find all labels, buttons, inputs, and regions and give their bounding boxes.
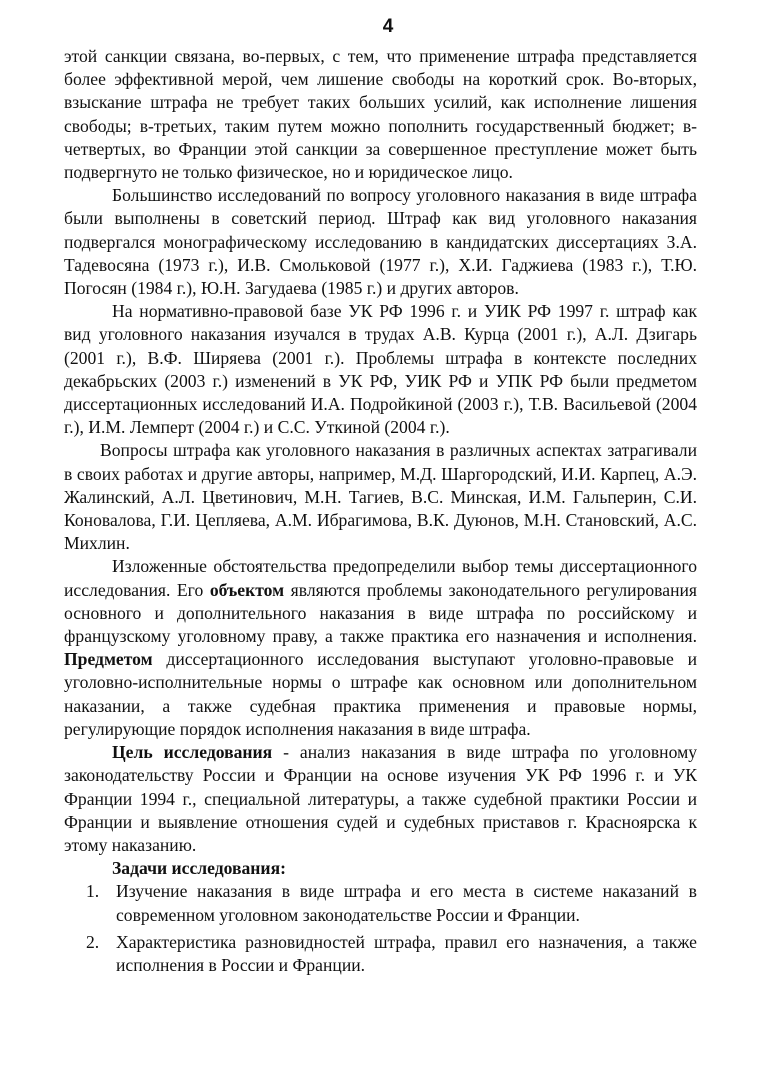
paragraph-other-authors: Вопросы штрафа как уголовного наказания в различных аспектах затрагивали в своих работах и другие авторы, например, М.Д. Шаргородский, И.И. Карпец, А.Э. Жалинский, А.Л. Цветинович, М.Н. Тагиев, В.С. Минская, И.М. Гальперин, С.И. Коновалова, Г.И. Цепляева, А.М. Ибрагимова, В.К. Дуюнов, М.Н. Становский, А.С. Михлин. <box>64 440 697 554</box>
paragraph-sanction-reasons: этой санкции связана, во-первых, с тем, что применение штрафа представляется более эффективной мерой, чем лишение свободы на короткий срок. Во-вторых, взыскание штрафа не требует таких больших усилий, как исполнение лишения свободы; в-третьих, таким путем можно пополнить государственный бюджет; в-четвертых, во Франции этой санкции за совершенное преступление может быть подвергнуто не только физическое, но и юридическое лицо. <box>64 46 697 183</box>
task-item <box>64 880 697 926</box>
paragraph-research-goal <box>64 741 697 857</box>
text-segment: диссертационного исследования выступают уголовно-правовые и уголовно-исполнительные нормы о штрафе как основном или дополнительном наказании, а также судебная практика применения и правовые нормы, регулирующие порядок исполнения наказания в виде штрафа. <box>64 649 697 739</box>
page-number: 4 <box>382 16 394 37</box>
task-text: Характеристика разновидностей штрафа, правил его назначения, а также исполнения в России и Франции. <box>116 931 697 975</box>
document-body <box>64 45 697 977</box>
task-item <box>64 931 697 977</box>
task-text: Изучение наказания в виде штрафа и его места в системе наказаний в современном уголовном законодательстве России и Франции. <box>116 881 697 925</box>
term-object: объектом <box>209 579 285 600</box>
text-segment: являются проблемы законодательного регулирования основного и дополнительного наказания в виде штрафа по российскому и французскому уголовному праву, а также практика его назначения и исполнения. <box>64 579 697 647</box>
text-segment: - анализ наказания в виде штрафа по уголовному законодательству России и Франции на основе изучения УК РФ 1996 г. и УК Франции 1994 г., специальной литературы, а также судебной практики России и Франции и выявление отношения судей и судебных приставов г. Красноярска к этому наказанию. <box>64 742 697 855</box>
task-number: 2. <box>86 931 100 952</box>
tasks-heading: Задачи исследования: <box>112 858 286 879</box>
paragraph-object-subject <box>64 555 697 741</box>
term-subject: Предметом <box>64 649 153 670</box>
paragraph-soviet-research: Большинство исследований по вопросу уголовного наказания в виде штрафа были выполнены в советский период. Штраф как вид уголовного наказания подвергался монографическому исследованию в кандидатских диссертациях З.А. Тадевосяна (1973 г.), И.В. Смольковой (1977 г.), Х.И. Гаджиева (1983 г.), Т.Ю. Погосян (1984 г.), Ю.Н. Загудаева (1985 г.) и других авторов. <box>64 185 697 299</box>
term-research-goal: Цель исследования <box>112 742 273 763</box>
tasks-list <box>64 880 697 977</box>
text-segment: Изложенные обстоятельства предопределили выбор темы диссертационного исследования. Его <box>64 556 697 600</box>
task-number: 1. <box>86 881 100 902</box>
paragraph-modern-research: На нормативно-правовой базе УК РФ 1996 г. и УИК РФ 1997 г. штраф как вид уголовного наказания изучался в трудах А.В. Курца (2001 г.), А.Л. Дзигарь (2001 г.), В.Ф. Ширяева (2001 г.). Проблемы штрафа в контексте последних декабрьских (2003 г.) изменений в УК РФ, УИК РФ и УПК РФ были предметом диссертационных исследований И.А. Подройкиной (2003 г.), Т.В. Васильевой (2004 г.), И.М. Лемперт (2004 г.) и С.С. Уткиной (2004 г.). <box>64 301 697 438</box>
